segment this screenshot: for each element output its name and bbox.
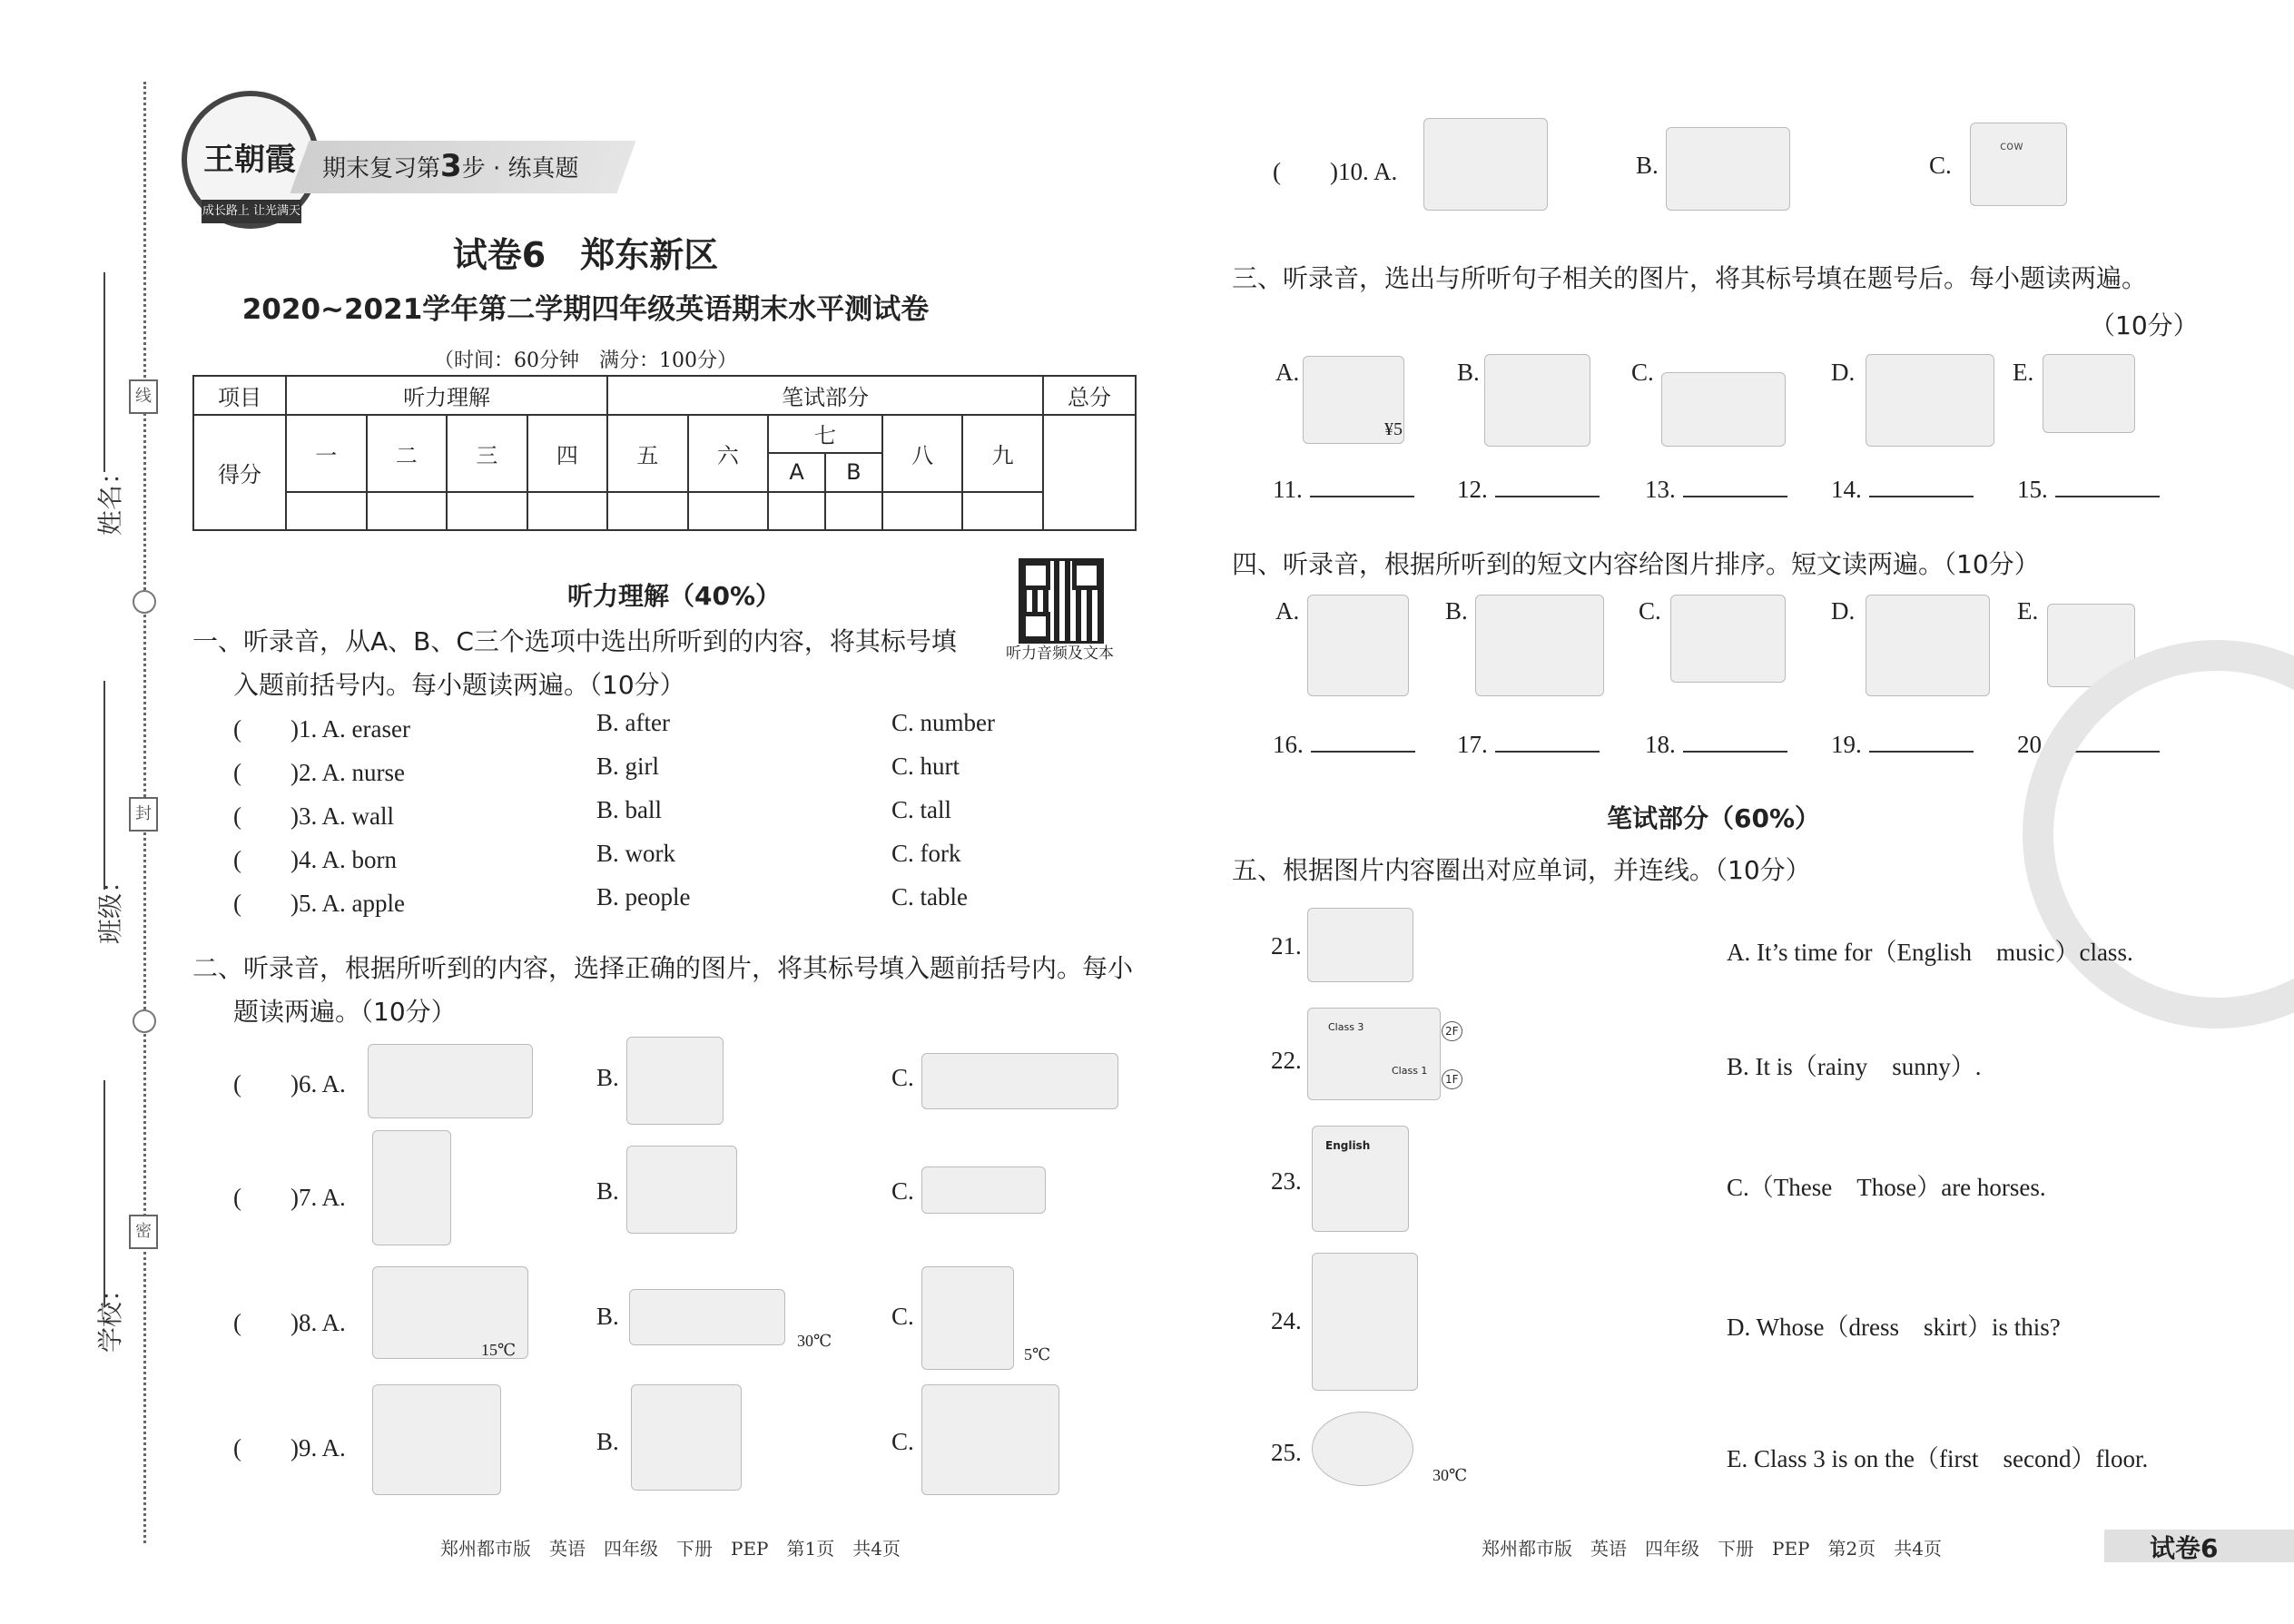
q15-blank[interactable] — [2055, 474, 2160, 497]
gloves-picture[interactable] — [626, 1146, 737, 1234]
score-header-item: 项目 — [193, 376, 286, 415]
school-floors-picture[interactable] — [1307, 1008, 1441, 1100]
floor-1f-badge: 1F — [1442, 1069, 1462, 1089]
floor-2f-badge: 2F — [1442, 1021, 1462, 1041]
score-cell[interactable] — [825, 492, 882, 531]
skirt-picture[interactable] — [1307, 908, 1413, 982]
q5-label[interactable]: ( )5. A. apple — [233, 890, 405, 917]
p4-label-c: C. — [1639, 597, 1661, 625]
q8-option-b: B. — [596, 1303, 619, 1330]
part3-instruction: 三、听录音，选出与所听句子相关的图片，将其标号填在题号后。每小题读两遍。 — [1232, 263, 2148, 293]
library-picture[interactable] — [1423, 118, 1548, 211]
sheep-picture[interactable] — [1661, 372, 1786, 447]
q2-option-b: B. girl — [596, 753, 660, 780]
q5-option-c: C. table — [891, 883, 968, 910]
kids-library-picture[interactable] — [1307, 595, 1409, 696]
logo-text: 王朝霞 — [203, 142, 296, 178]
score-cell[interactable] — [688, 492, 769, 531]
writing-heading: 笔试部分（60%） — [1607, 803, 1821, 833]
q18-label: 18. — [1645, 729, 1787, 759]
q14-label: 14. — [1831, 474, 1974, 504]
q1-option-b: B. after — [596, 709, 670, 736]
part5-instruction: 五、根据图片内容圈出对应单词，并连线。（10分） — [1232, 855, 1811, 885]
exam-info: （时间：60分钟 满分：100分） — [434, 349, 737, 372]
q4-option-c: C. fork — [891, 840, 961, 867]
score-col: 三 — [447, 415, 527, 492]
step-banner-text: 期末复习第3步 · 练真题 — [322, 148, 579, 184]
score-col: 九 — [962, 415, 1043, 492]
q6-option-b: B. — [596, 1064, 619, 1091]
q22-number: 22. — [1271, 1047, 1302, 1074]
score-cell[interactable] — [447, 492, 527, 531]
q19-blank[interactable] — [1869, 729, 1974, 753]
score-col: 八 — [882, 415, 963, 492]
bind-char-feng: 封 — [129, 797, 158, 832]
score-col: 六 — [688, 415, 769, 492]
socks-picture[interactable] — [2043, 354, 2135, 433]
school-line[interactable] — [103, 1080, 105, 1307]
seal-watermark — [2023, 640, 2294, 1029]
q16-blank[interactable] — [1311, 729, 1415, 753]
option-d[interactable]: D. Whose（dress skirt）is this? — [1727, 1314, 2061, 1341]
q4-label[interactable]: ( )4. A. born — [233, 846, 397, 873]
sleeping-picture[interactable] — [1866, 595, 1990, 696]
q9-option-c: C. — [891, 1428, 914, 1455]
q16-label: 16. — [1273, 729, 1415, 759]
boy-tired-picture[interactable] — [372, 1384, 501, 1495]
q2-option-c: C. hurt — [891, 753, 960, 780]
class-line[interactable] — [103, 681, 105, 890]
scarf-picture[interactable] — [372, 1130, 451, 1245]
q8-option-c: C. — [891, 1303, 914, 1330]
q13-blank[interactable] — [1683, 474, 1787, 497]
part2-instruction-line2: 题读两遍。（10分） — [233, 997, 457, 1027]
q1-option-c: C. number — [891, 709, 995, 736]
paper-title: 试卷6 郑东新区 — [452, 235, 719, 275]
part2-instruction-line1: 二、听录音，根据所听到的内容，选择正确的图片，将其标号填入题前括号内。每小 — [192, 953, 1134, 983]
q5-option-b: B. people — [596, 883, 691, 910]
q11-blank[interactable] — [1310, 474, 1414, 497]
q14-blank[interactable] — [1869, 474, 1974, 497]
qr-code-icon[interactable] — [1019, 558, 1104, 644]
p3-label-c: C. — [1631, 359, 1654, 386]
q13-label: 13. — [1645, 474, 1787, 504]
school-label: 学校： — [95, 1275, 125, 1353]
horses-farm-picture[interactable] — [1312, 1253, 1418, 1391]
q4-option-b: B. work — [596, 840, 675, 867]
boy-eating-picture[interactable] — [631, 1384, 742, 1491]
big-ben-picture[interactable] — [921, 1266, 1014, 1370]
q7-label[interactable]: ( )7. A. — [233, 1184, 346, 1211]
q6-option-c: C. — [891, 1064, 914, 1091]
score-col: 一 — [286, 415, 367, 492]
q9-label[interactable]: ( )9. A. — [233, 1434, 346, 1462]
score-cell[interactable] — [882, 492, 963, 531]
score-cell[interactable] — [367, 492, 448, 531]
logo-ribbon: 成长路上 让光满天 — [202, 200, 301, 223]
umbrella-price: ¥5 — [1384, 419, 1403, 439]
name-label: 姓名： — [95, 458, 125, 536]
teacher-board-picture[interactable] — [1970, 123, 2067, 206]
q18-blank[interactable] — [1683, 729, 1787, 753]
score-cell[interactable] — [607, 492, 688, 531]
q19-label: 19. — [1831, 729, 1974, 759]
score-row-label: 得分 — [193, 415, 286, 531]
sun-picture[interactable] — [1312, 1412, 1413, 1486]
score-col: 七 — [768, 415, 882, 454]
q10-option-b: B. — [1636, 152, 1659, 179]
q10-label[interactable]: ( )10. A. — [1273, 158, 1398, 185]
english-board-word: English — [1325, 1139, 1371, 1152]
option-e[interactable]: E. Class 3 is on the（first second）floor. — [1727, 1445, 2149, 1472]
class1-sign: Class 1 — [1392, 1065, 1428, 1077]
p4-label-d: D. — [1831, 597, 1856, 625]
score-col: 二 — [367, 415, 448, 492]
score-subcol: B — [825, 453, 882, 492]
p4-label-b: B. — [1445, 597, 1468, 625]
potatoes-picture[interactable] — [921, 1053, 1118, 1109]
q3-option-c: C. tall — [891, 796, 951, 823]
q3-label[interactable]: ( )3. A. wall — [233, 802, 394, 830]
score-col: 五 — [607, 415, 688, 492]
q7-option-c: C. — [891, 1177, 914, 1205]
class3-sign: Class 3 — [1328, 1021, 1364, 1033]
option-b[interactable]: B. It is（rainy sunny）. — [1727, 1053, 1982, 1080]
sunglasses-picture[interactable] — [921, 1166, 1046, 1214]
q6-label[interactable]: ( )6. A. — [233, 1070, 346, 1097]
p3-label-a: A. — [1275, 359, 1300, 386]
kids-music-picture[interactable] — [1666, 127, 1790, 211]
sunny-field-picture[interactable] — [1475, 595, 1604, 696]
part1-instruction-line2: 入题前括号内。每小题读两遍。（10分） — [233, 670, 685, 700]
score-cell[interactable] — [768, 492, 825, 531]
score-cell[interactable] — [527, 492, 608, 531]
q15-label: 15. — [2017, 474, 2160, 504]
q20-label: 20. — [2017, 729, 2160, 759]
p3-label-b: B. — [1457, 359, 1480, 386]
part4-instruction: 四、听录音，根据所听到的短文内容给图片排序。短文读两遍。（10分） — [1232, 549, 2040, 579]
tree-picture[interactable] — [1484, 354, 1590, 447]
q17-label: 17. — [1457, 729, 1600, 759]
p3-label-d: D. — [1831, 359, 1856, 386]
part1-instruction-line1: 一、听录音，从A、B、C三个选项中选出所听到的内容，将其标号填 — [192, 626, 957, 656]
q21-number: 21. — [1271, 932, 1302, 960]
score-table — [192, 375, 1137, 531]
kids-piano-picture[interactable] — [1866, 354, 1994, 447]
q8-c-temp: 5℃ — [1024, 1345, 1051, 1363]
q2-label[interactable]: ( )2. A. nurse — [233, 759, 405, 786]
part3-points: （10分） — [2090, 310, 2199, 340]
q1-label[interactable]: ( )1. A. eraser — [233, 715, 410, 743]
q8-a-temp: 15℃ — [481, 1341, 517, 1359]
bind-char-mi: 密 — [129, 1215, 158, 1249]
footer-left: 郑州都市版 英语 四年级 下册 PEP 第1页 共4页 — [440, 1538, 901, 1560]
option-c[interactable]: C.（These Those）are horses. — [1727, 1174, 2046, 1201]
q12-blank[interactable] — [1495, 474, 1600, 497]
english-class-picture[interactable] — [1312, 1126, 1409, 1232]
boy-walking-picture[interactable] — [921, 1384, 1059, 1495]
p3-label-e: E. — [2013, 359, 2034, 386]
score-total-cell[interactable] — [1043, 415, 1136, 531]
swimming-picture[interactable] — [1670, 595, 1786, 683]
q17-blank[interactable] — [1495, 729, 1600, 753]
q8-b-temp: 30℃ — [797, 1332, 832, 1350]
qr-caption: 听力音频及文本 — [1006, 645, 1114, 663]
page-tag-label: 试卷6 — [2150, 1533, 2219, 1563]
q23-number: 23. — [1271, 1167, 1302, 1195]
q25-temp: 30℃ — [1433, 1466, 1468, 1484]
q12-label: 12. — [1457, 474, 1600, 504]
bind-char-xian: 线 — [129, 379, 158, 414]
p4-label-a: A. — [1275, 597, 1300, 625]
score-col: 四 — [527, 415, 608, 492]
q10-option-c: C. — [1929, 152, 1952, 179]
binding-hole-icon — [133, 1009, 156, 1033]
q8-label[interactable]: ( )8. A. — [233, 1309, 346, 1336]
q25-number: 25. — [1271, 1439, 1302, 1466]
p4-label-e: E. — [2017, 597, 2039, 625]
score-cell[interactable] — [962, 492, 1043, 531]
score-cell[interactable] — [286, 492, 367, 531]
q7-option-b: B. — [596, 1177, 619, 1205]
score-header-listening: 听力理解 — [286, 376, 607, 415]
carrots-picture[interactable] — [368, 1044, 533, 1118]
q24-number: 24. — [1271, 1307, 1302, 1334]
cow-word: cow — [2000, 140, 2023, 153]
paper-subtitle: 2020~2021学年第二学期四年级英语期末水平测试卷 — [241, 293, 930, 326]
q9-option-b: B. — [596, 1428, 619, 1455]
q3-option-b: B. ball — [596, 796, 662, 823]
green-beans-picture[interactable] — [626, 1037, 724, 1125]
score-subcol: A — [768, 453, 825, 492]
listening-heading: 听力理解（40%） — [567, 581, 782, 611]
option-a[interactable]: A. It’s time for（English music）class. — [1727, 939, 2133, 966]
binding-hole-icon — [133, 590, 156, 614]
footer-right: 郑州都市版 英语 四年级 下册 PEP 第2页 共4页 — [1482, 1538, 1942, 1560]
q11-label: 11. — [1273, 474, 1414, 504]
score-header-total: 总分 — [1043, 376, 1136, 415]
score-header-writing: 笔试部分 — [607, 376, 1043, 415]
opera-house-picture[interactable] — [629, 1289, 785, 1345]
class-label: 班级： — [95, 867, 125, 944]
